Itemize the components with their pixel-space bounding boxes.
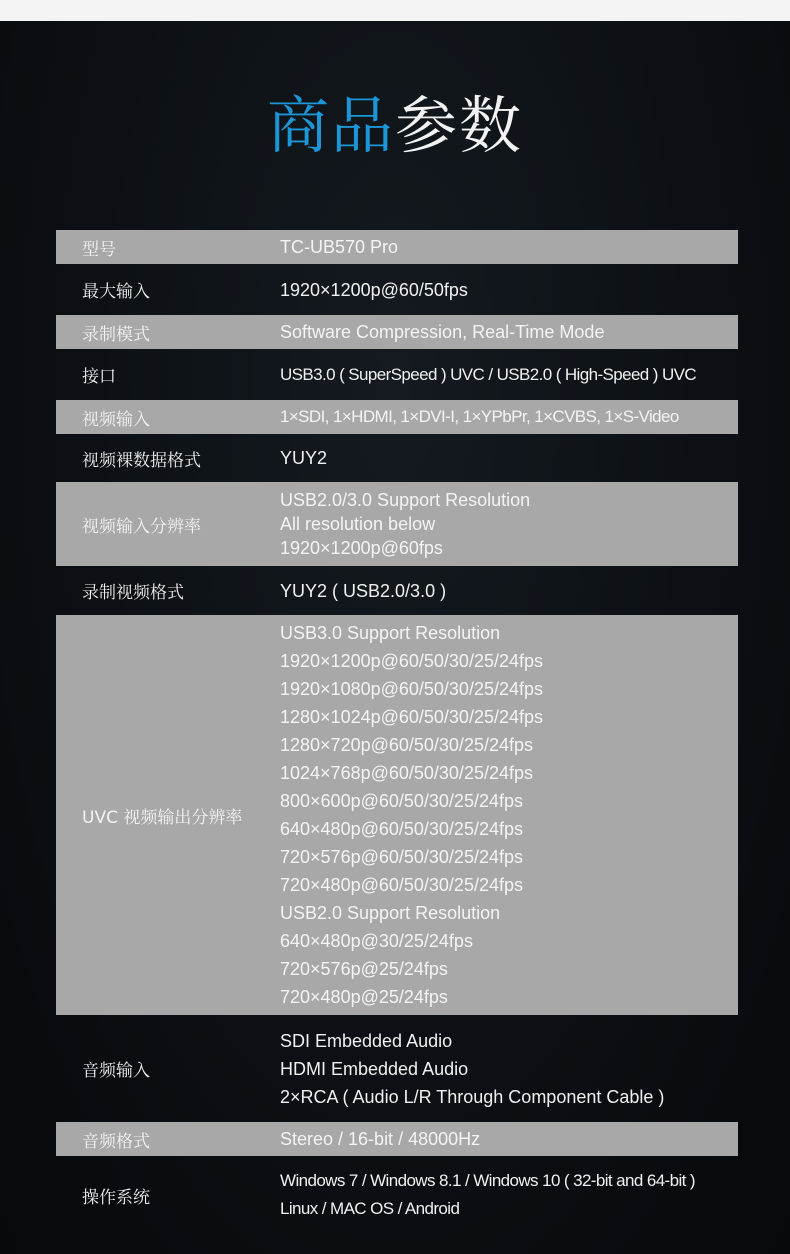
- spec-row-video-input: [56, 400, 738, 434]
- title-rest: 参数: [395, 89, 524, 162]
- spec-value: [280, 619, 738, 1011]
- spec-label: 音频输入: [82, 1061, 150, 1081]
- spec-value-line: 1×SDI, 1×HDMI, 1×DVI-I, 1×YPbPr, 1×CVBS, 1×S-Video: [280, 407, 679, 426]
- spec-value-line: 1280×720p@60/50/30/25/24fps: [280, 735, 533, 755]
- spec-row-record-mode: [56, 315, 738, 349]
- spec-label: 视频输入分辨率: [82, 516, 201, 537]
- spec-value: [280, 488, 738, 560]
- spec-row-audio-input: [56, 1015, 738, 1122]
- spec-value: [280, 403, 738, 431]
- spec-value-line: Stereo / 16-bit / 48000Hz: [280, 1129, 481, 1149]
- top-strip: [0, 0, 790, 21]
- spec-value-line: 1024×768p@60/50/30/25/24fps: [280, 763, 533, 783]
- spec-row-uvc-output-resolution: [56, 615, 738, 1015]
- spec-row-input-resolution: [56, 482, 738, 566]
- spec-value-line: YUY2 ( USB2.0/3.0 ): [280, 580, 447, 601]
- spec-value-line: YUY2: [280, 448, 328, 468]
- page-title: [0, 88, 790, 164]
- spec-value: [280, 444, 738, 472]
- spec-value-line: 720×576p@60/50/30/25/24fps: [280, 847, 523, 867]
- spec-label: 最大输入: [82, 282, 150, 302]
- spec-value-line: USB3.0 Support Resolution: [280, 623, 501, 643]
- spec-label: UVC 视频输出分辨率: [82, 807, 243, 828]
- spec-row-operating-system: [56, 1156, 738, 1234]
- spec-value-line: SDI Embedded Audio: [280, 1030, 453, 1051]
- spec-value-line: Linux / MAC OS / Android: [280, 1199, 460, 1218]
- spec-value: [280, 233, 738, 261]
- spec-value-line: 800×600p@60/50/30/25/24fps: [280, 791, 523, 811]
- spec-value: [280, 1125, 738, 1153]
- spec-value-line: TC-UB570 Pro: [280, 237, 399, 257]
- spec-value-line: 1920×1080p@60/50/30/25/24fps: [280, 679, 544, 699]
- spec-value-line: Software Compression, Real-Time Mode: [280, 322, 605, 342]
- spec-value-line: 640×480p@30/25/24fps: [280, 931, 473, 951]
- spec-value: [280, 318, 738, 346]
- spec-value-line: 720×480p@25/24fps: [280, 987, 448, 1007]
- spec-label: 操作系统: [82, 1187, 150, 1208]
- spec-label: 视频裸数据格式: [82, 450, 201, 471]
- spec-value: [280, 1027, 738, 1111]
- spec-value-line: 720×576p@25/24fps: [280, 959, 448, 979]
- spec-row-audio-format: [56, 1122, 738, 1156]
- spec-row-raw-format: [56, 434, 738, 482]
- spec-value-line: 640×480p@60/50/30/25/24fps: [280, 819, 523, 839]
- spec-value-line: Windows 7 / Windows 8.1 / Windows 10 ( 32-bit and 64-bit ): [280, 1171, 695, 1190]
- spec-value-line: 1280×1024p@60/50/30/25/24fps: [280, 707, 544, 727]
- spec-value: [280, 1167, 738, 1223]
- title-highlight: 商品: [266, 89, 395, 162]
- spec-value-line: USB2.0/3.0 Support Resolution: [280, 490, 531, 510]
- spec-row-max-input: [56, 264, 738, 315]
- spec-label: 音频格式: [82, 1131, 150, 1152]
- spec-value-line: 2×RCA ( Audio L/R Through Component Cable ): [280, 1086, 665, 1107]
- spec-label: 录制模式: [82, 324, 150, 345]
- spec-value-line: All resolution below: [280, 514, 436, 534]
- spec-value: [280, 577, 738, 605]
- spec-value-line: 1920×1200p@60fps: [280, 538, 443, 558]
- spec-row-record-format: [56, 566, 738, 615]
- spec-value-line: HDMI Embedded Audio: [280, 1058, 469, 1079]
- spec-label: 录制视频格式: [82, 583, 184, 603]
- spec-label: 视频输入: [82, 409, 150, 430]
- spec-value-line: 1920×1200p@60/50fps: [280, 279, 468, 300]
- spec-row-model: [56, 230, 738, 264]
- spec-label: 型号: [82, 239, 116, 260]
- spec-row-interface: [56, 349, 738, 400]
- spec-value: [280, 276, 738, 304]
- spec-value-line: 1920×1200p@60/50/30/25/24fps: [280, 651, 544, 671]
- spec-value: [280, 361, 738, 389]
- spec-label: 接口: [82, 367, 116, 387]
- spec-value-line: USB2.0 Support Resolution: [280, 903, 501, 923]
- spec-value-line: USB3.0 ( SuperSpeed ) UVC / USB2.0 ( High-Speed ) UVC: [280, 364, 697, 384]
- spec-table: [56, 230, 738, 1234]
- spec-value-line: 720×480p@60/50/30/25/24fps: [280, 875, 523, 895]
